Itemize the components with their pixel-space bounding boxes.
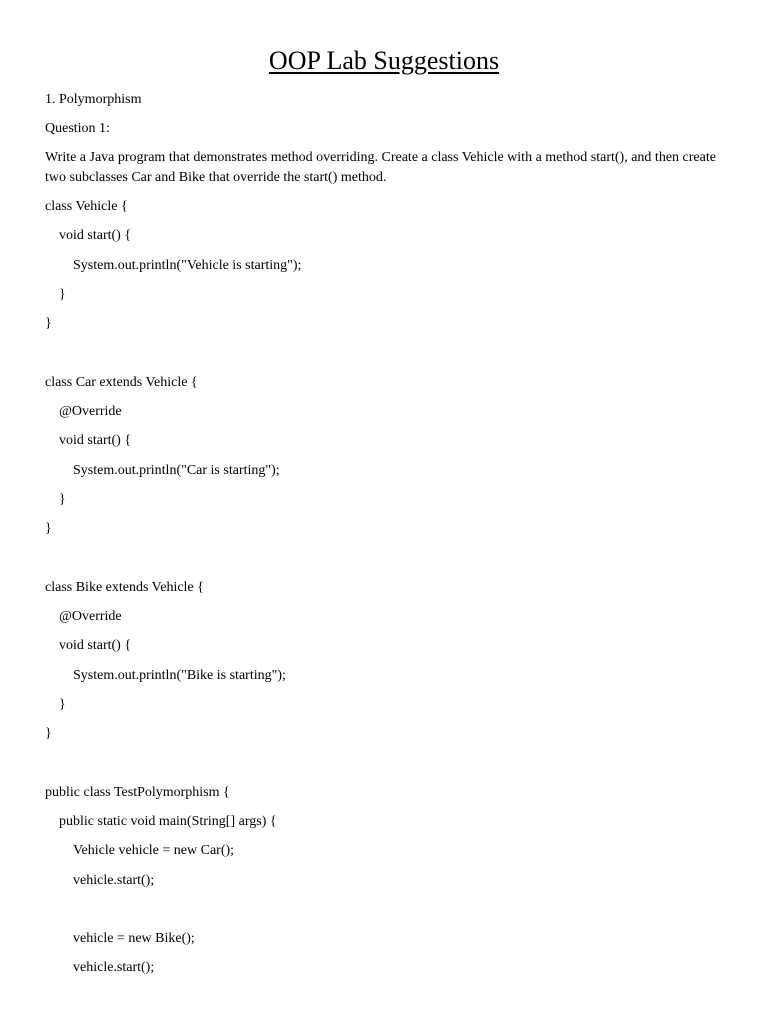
- code-line: System.out.println("Car is starting");: [73, 463, 280, 478]
- code-line: System.out.println("Bike is starting");: [73, 668, 286, 683]
- code-line: System.out.println("Vehicle is starting");: [73, 258, 302, 273]
- code-line: vehicle.start();: [73, 873, 155, 888]
- code-line: class Car extends Vehicle {: [45, 375, 198, 390]
- code-line: }: [59, 697, 66, 712]
- code-line: @Override: [59, 609, 122, 624]
- code-line: }: [45, 316, 52, 331]
- question-text: Write a Java program that demonstrates method overriding. Create a class Vehicle with a method start(), and then create two subclasses Car and Bike that override the start() method.: [45, 150, 716, 185]
- code-line: }: [59, 287, 66, 302]
- code-line: class Bike extends Vehicle {: [45, 580, 204, 595]
- code-line: void start() {: [59, 433, 132, 448]
- question-label: Question 1:: [45, 121, 110, 136]
- code-line: }: [45, 521, 52, 536]
- code-line: @Override: [59, 404, 122, 419]
- code-line: void start() {: [59, 228, 132, 243]
- section-heading: 1. Polymorphism: [45, 92, 142, 107]
- code-line: vehicle.start();: [73, 960, 155, 975]
- code-line: public class TestPolymorphism {: [45, 785, 230, 800]
- code-line: }: [45, 726, 52, 741]
- code-line: }: [59, 492, 66, 507]
- page-title: OOP Lab Suggestions: [268, 46, 500, 75]
- code-line: void start() {: [59, 638, 132, 653]
- code-line: Vehicle vehicle = new Car();: [73, 843, 235, 858]
- code-line: vehicle = new Bike();: [73, 931, 195, 946]
- code-line: public static void main(String[] args) {: [59, 814, 277, 829]
- code-line: class Vehicle {: [45, 199, 128, 214]
